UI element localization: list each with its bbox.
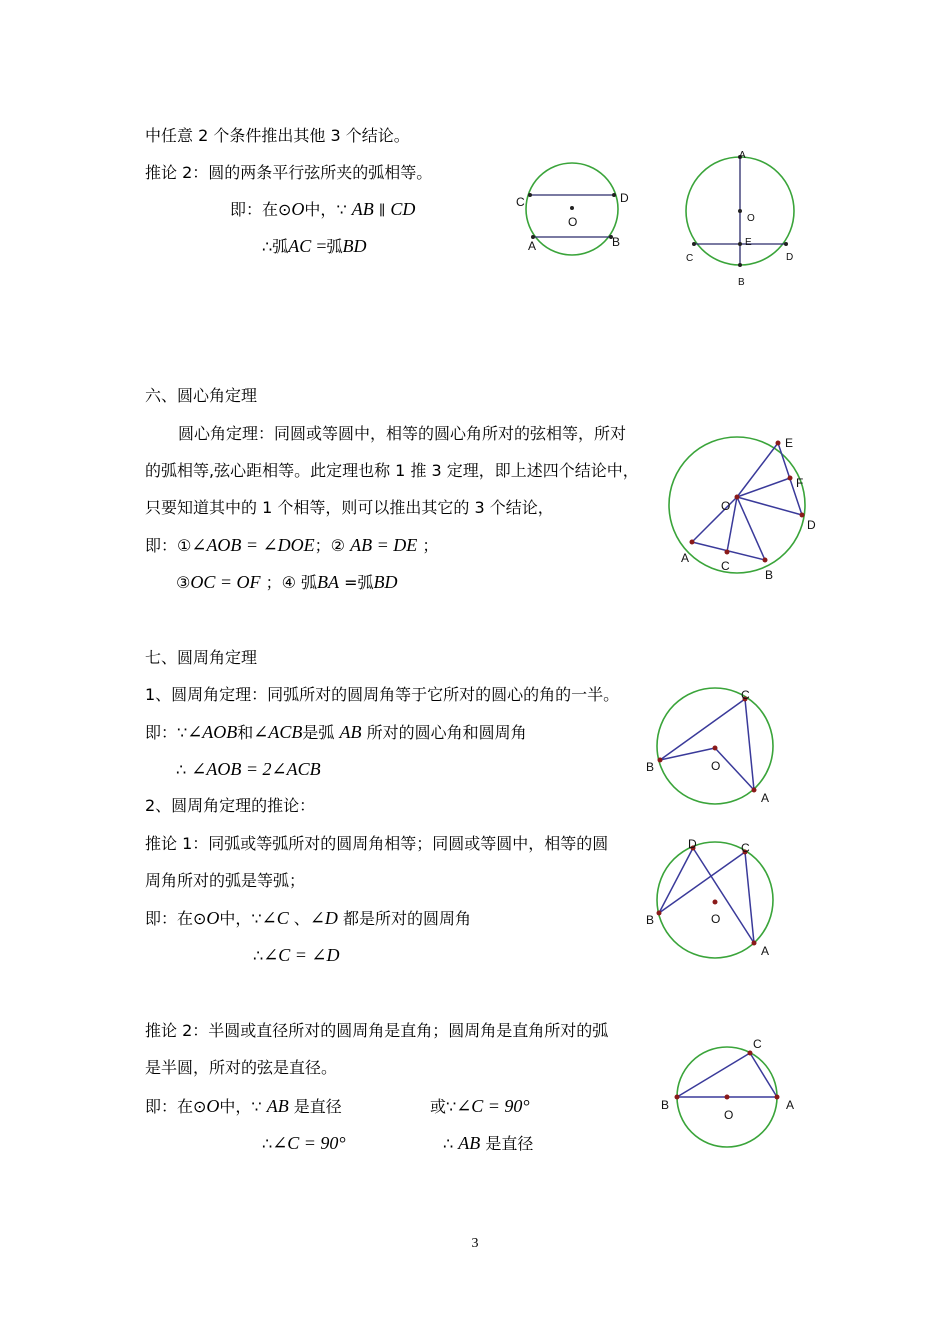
arc-word-2: 弧 — [326, 237, 343, 256]
intro-line: 中任意 2 个条件推出其他 3 个结论。 — [145, 126, 410, 145]
angle-d: ∠D — [309, 908, 338, 928]
label-b: B — [612, 235, 621, 249]
section-6-equalities-line-1 — [145, 535, 438, 556]
cor2-converse-suffix: 是直径 — [485, 1134, 534, 1153]
therefore-symbol: ∴ — [262, 1134, 273, 1153]
corollary-2-converse — [430, 1096, 530, 1117]
segment-ca — [750, 1053, 777, 1097]
corollary-2-converse-conclusion — [443, 1133, 533, 1154]
section-6-equalities-line-2 — [176, 572, 398, 593]
cor1-mid: 中，∵ — [219, 909, 262, 928]
label-a: A — [786, 1098, 795, 1112]
label-b: B — [646, 913, 655, 927]
section-6-paragraph-line-2: 的弧相等,弦心距相等。此定理也称 1 推 3 定理，即上述四个结论中， — [145, 461, 639, 480]
label-c: C — [753, 1037, 762, 1051]
label-o: O — [711, 912, 721, 926]
cor2-right-angle: ∠C = 90° — [456, 1096, 530, 1116]
label-d: D — [688, 837, 697, 851]
central-angle-figure — [660, 420, 830, 590]
thm1-prefix: 即：∵ — [145, 723, 188, 742]
label-e: E — [785, 436, 794, 450]
point-o — [725, 1095, 730, 1100]
eq-sep-2: ； — [422, 536, 439, 555]
therefore-symbol: ∴ — [262, 237, 273, 256]
angle-c: ∠C — [261, 908, 289, 928]
section-6-paragraph-line-1: 圆心角定理：同圆或等圆中，相等的圆心角所对的弦相等，所对 — [178, 424, 627, 443]
cor1-circle-name: O — [206, 908, 220, 928]
segment-da — [693, 848, 754, 943]
arc-bd: BD — [342, 236, 367, 256]
segment-ca — [745, 699, 754, 790]
corollary-2-proof — [145, 1096, 342, 1117]
point-b — [738, 263, 742, 267]
segment-od — [737, 497, 802, 515]
arc-word-1: 弧 — [272, 237, 289, 256]
parallel-symbol: ∥ — [378, 204, 386, 219]
point-a — [752, 788, 757, 793]
eq-sep-3: ；④ 弧 — [265, 573, 318, 592]
cor2-circle-name: O — [206, 1096, 220, 1116]
eq-arc-ba: BA — [317, 572, 340, 592]
point-e — [776, 441, 781, 446]
therefore-symbol: ∴ — [176, 760, 187, 779]
eq-chords: AB = DE — [350, 535, 418, 555]
and-word: 和 — [237, 723, 254, 742]
chord-cd: CD — [390, 199, 416, 219]
label-b: B — [661, 1098, 670, 1112]
point-d — [800, 513, 805, 518]
cor2-conclusion-formula: ∠C = 90° — [272, 1133, 346, 1153]
perpendicular-diameter-figure — [676, 145, 806, 295]
point-a — [690, 540, 695, 545]
label-c: C — [686, 253, 694, 264]
thm1-mid: 是弧 — [302, 723, 335, 742]
segment-ca — [745, 852, 754, 943]
theorem-1-conclusion — [176, 759, 321, 780]
corollary-1-line-2: 周角所对的弧是等弧； — [145, 871, 306, 890]
label-b: B — [738, 277, 745, 288]
label-o: O — [747, 213, 755, 224]
point-d — [784, 242, 788, 246]
corollary-2-text: 推论 2：圆的两条平行弦所夹的弧相等。 — [145, 163, 433, 182]
label-d: D — [620, 191, 629, 205]
label-d: D — [786, 252, 794, 263]
point-d — [612, 193, 616, 197]
corollary-1-proof — [145, 908, 471, 929]
cor1-conclusion-formula: ∠C = ∠D — [263, 945, 340, 965]
equal-inscribed-angles-figure — [640, 832, 790, 962]
section-6-paragraph-line-3: 只要知道其中的 1 个相等，则可以推出其它的 3 个结论， — [145, 498, 554, 517]
segment-cb — [677, 1053, 750, 1097]
corollary-2-line-2: 是半圆，所对的弦是直径。 — [145, 1058, 338, 1077]
point-b — [658, 758, 663, 763]
proof-prefix: 即：在 — [230, 200, 279, 219]
cor1-sep: 、 — [293, 909, 310, 928]
page-number: 3 — [471, 1236, 479, 1251]
eq-arc-bd: BD — [373, 572, 398, 592]
cor1-suffix: 都是所对的圆周角 — [343, 909, 472, 928]
eq-angles: ∠AOB = ∠DOE — [191, 535, 315, 555]
thm1-suffix: 所对的圆心角和圆周角 — [366, 723, 527, 742]
inscribed-angle-figure — [640, 680, 790, 810]
point-o — [713, 900, 718, 905]
cor1-prefix: 即：在⊙ — [145, 909, 207, 928]
equals-symbol: = — [316, 236, 327, 256]
point-b — [675, 1095, 680, 1100]
arc-ac: AC — [288, 236, 312, 256]
label-a: A — [761, 791, 770, 805]
point-a — [775, 1095, 780, 1100]
corollary-2-line-1: 推论 2：半圆或直径所对的圆周角是直角；圆周角是直角所对的弧 — [145, 1021, 609, 1040]
point-o — [713, 746, 718, 751]
eq-distances: OC = OF — [190, 572, 261, 592]
thm1-conclusion-formula: ∠AOB = 2∠ACB — [191, 759, 321, 779]
label-c: C — [741, 688, 750, 702]
eq-sep-1: ；② — [314, 536, 346, 555]
section-6-heading: 六、圆心角定理 — [145, 386, 258, 405]
point-b — [657, 911, 662, 916]
label-a: A — [761, 944, 770, 958]
label-a: A — [681, 551, 690, 565]
label-c: C — [516, 195, 525, 209]
point-c — [748, 1051, 753, 1056]
label-c: C — [741, 841, 750, 855]
eq3-prefix: ③ — [176, 573, 191, 592]
point-o — [735, 495, 740, 500]
therefore-symbol: ∴ — [443, 1134, 454, 1153]
section-7-heading: 七、圆周角定理 — [145, 648, 258, 667]
label-a: A — [739, 150, 746, 161]
point-c — [528, 193, 532, 197]
circle-symbol: ⊙ — [278, 200, 292, 219]
corollary-1-line-1: 推论 1：同弧或等弧所对的圆周角相等；同圆或等圆中，相等的圆 — [145, 834, 609, 853]
therefore-symbol: ∴ — [253, 946, 264, 965]
label-f: F — [796, 476, 804, 490]
chord-ab: AB — [351, 199, 374, 219]
point-e — [738, 242, 742, 246]
label-d: D — [807, 518, 816, 532]
parallel-chords-figure — [508, 155, 648, 265]
corollary-2-proof-line-2 — [262, 236, 366, 257]
label-o: O — [724, 1108, 734, 1122]
point-o — [738, 209, 742, 213]
circle-name: O — [291, 199, 305, 219]
label-o: O — [721, 499, 731, 513]
point-o — [570, 206, 574, 210]
label-b: B — [646, 760, 655, 774]
eq-prefix: 即：① — [145, 536, 192, 555]
label-e: E — [745, 237, 752, 248]
corollaries-heading: 2、圆周角定理的推论： — [145, 796, 316, 815]
angle-acb: ∠ACB — [253, 722, 303, 742]
cor2-converse-diameter: AB — [458, 1133, 481, 1153]
cor2-prefix: 即：在⊙ — [145, 1097, 207, 1116]
point-b — [763, 558, 768, 563]
corollary-2-proof-line-1 — [230, 199, 415, 222]
label-b: B — [765, 568, 774, 582]
proof-mid: 中， — [304, 200, 337, 219]
point-a — [752, 941, 757, 946]
segment-oa — [715, 748, 754, 790]
because-symbol: ∵ — [336, 200, 347, 219]
angle-aob: ∠AOB — [187, 722, 238, 742]
theorem-1-proof-line-1 — [145, 722, 527, 743]
theorem-1-text: 1、圆周角定理：同弧所对的圆周角等于它所对的圆心的角的一半。 — [145, 685, 620, 704]
cor2-or: 或∵ — [430, 1097, 457, 1116]
label-o: O — [711, 759, 721, 773]
point-f — [788, 476, 793, 481]
label-a: A — [528, 239, 537, 253]
segment-ob — [737, 497, 765, 560]
point-c — [692, 242, 696, 246]
label-o: O — [568, 215, 578, 229]
label-c: C — [721, 559, 730, 573]
cor2-diameter: AB — [266, 1096, 289, 1116]
arc-ab: AB — [339, 722, 362, 742]
cor2-mid: 中，∵ — [219, 1097, 262, 1116]
corollary-1-conclusion — [253, 945, 340, 966]
eq-arc-mid: =弧 — [344, 573, 374, 592]
point-c — [725, 550, 730, 555]
semicircle-angle-figure — [650, 1030, 810, 1155]
corollary-2-conclusion — [262, 1133, 346, 1154]
cor2-suffix: 是直径 — [293, 1097, 342, 1116]
